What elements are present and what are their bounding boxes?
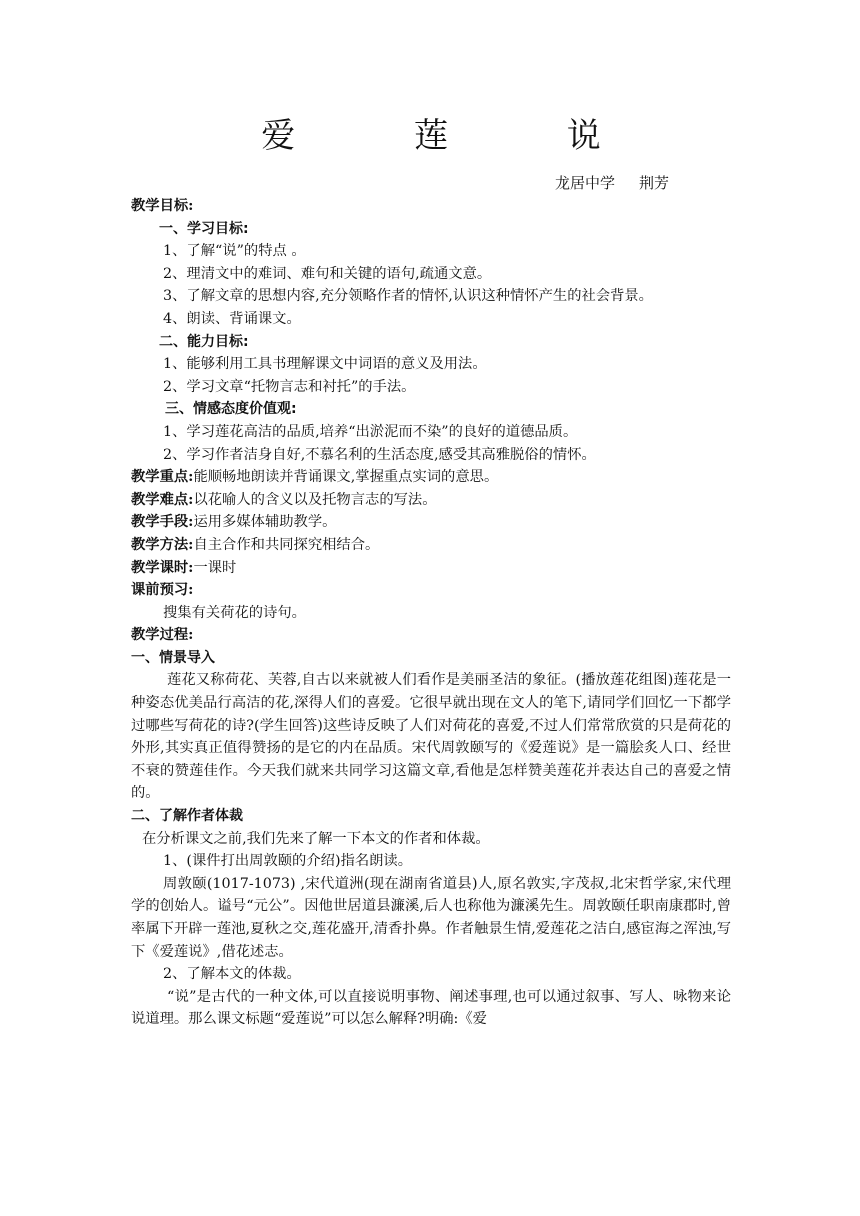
section2-heading: 二、了解作者体裁 <box>131 808 243 825</box>
difficulties-label: 教学难点: <box>131 491 194 508</box>
methods-line <box>131 534 731 557</box>
author-line <box>555 172 669 194</box>
section2-intro: 在分析课文之前,我们先来了解一下本文的作者和体裁。 <box>142 830 490 847</box>
emotion-objective-1: 1、学习莲花高洁的品质,培养“出淤泥而不染”的良好的道德品质。 <box>163 423 578 440</box>
emotion-objectives-heading: 三、情感态度价值观: <box>165 401 297 418</box>
learning-objectives-heading: 一、学习目标: <box>159 220 249 237</box>
learning-objective-2: 2、理清文中的难词、难句和关键的语句,疏通文意。 <box>163 265 492 282</box>
key-points-label: 教学重点: <box>131 469 194 486</box>
document-title: 爱 莲 说 <box>261 116 655 156</box>
author-school: 龙居中学 <box>555 174 616 192</box>
means-line <box>131 511 731 534</box>
author-name: 荆芳 <box>639 174 670 192</box>
means-text: 运用多媒体辅助教学。 <box>193 514 337 531</box>
hours-line <box>131 557 731 580</box>
difficulties-text: 以花喻人的含义以及托物言志的写法。 <box>193 491 437 508</box>
ability-objectives-heading: 二、能力目标: <box>159 333 249 350</box>
methods-text: 自主合作和共同探究相结合。 <box>193 536 380 553</box>
ability-objective-2: 2、学习文章“托物言志和衬托”的手法。 <box>163 378 416 395</box>
means-label: 教学手段: <box>131 514 194 531</box>
hours-text: 一课时 <box>193 559 237 576</box>
learning-objective-1: 1、了解“说”的特点 。 <box>163 243 306 260</box>
key-points-line <box>131 466 731 489</box>
process-label: 教学过程: <box>131 627 194 644</box>
preview-text: 搜集有关荷花的诗句。 <box>163 604 306 621</box>
section1-paragraph: 莲花又称荷花、芙蓉,自古以来就被人们看作是美丽圣洁的象征。(播放莲花组图)莲花是一种姿态优美品行高洁的花,深得人们的喜爱。它很早就出现在文人的笔下,请同学们回忆一下都学过哪些写荷花的诗?(学生回答)这些诗反映了人们对荷花的喜爱,不过人们常常欣赏的只是荷花的外形,其实真正值得赞扬的是它的内在品质。宋代周敦颐写的《爱莲说》是一篇脍炙人口、经世不衰的赞莲佳作。今天我们就来共同学习这篇文章,看他是怎样赞美莲花并表达自己的喜爱之情的。 <box>131 672 731 802</box>
section2-step2: 2、了解本文的体裁。 <box>163 966 301 983</box>
objectives-heading: 教学目标: <box>131 198 194 214</box>
document-body <box>131 195 731 1031</box>
section2-step1: 1、(课件打出周敦颐的介绍)指名朗读。 <box>163 853 412 870</box>
difficulties-line <box>131 489 731 512</box>
methods-label: 教学方法: <box>131 536 194 553</box>
learning-objective-4: 4、朗读、背诵课文。 <box>163 310 301 327</box>
emotion-objective-2: 2、学习作者洁身自好,不慕名利的生活态度,感受其高雅脱俗的情怀。 <box>163 446 596 463</box>
author-bio-paragraph: 周敦颐(1017-1073) ,宋代道洲(现在湖南省道县)人,原名敦实,字茂叔,北宋哲学家,宋代理学的创始人。谥号“元公”。因他世居道县濂溪,后人也称他为濂溪先生。周敦颐任职南康郡时,曾率属下开辟一莲池,夏秋之交,莲花盛开,清香扑鼻。作者触景生情,爱莲花之洁白,感宦海之浑浊,写下《爱莲说》,借花述志。 <box>131 875 731 960</box>
genre-paragraph: “说”是古代的一种文体,可以直接说明事物、阐述事理,也可以通过叙事、写人、咏物来论说道理。那么课文标题“爱莲说”可以怎么解释?明确:《爱 <box>131 988 731 1028</box>
preview-label: 课前预习: <box>131 582 194 599</box>
hours-label: 教学课时: <box>131 559 194 576</box>
ability-objective-1: 1、能够利用工具书理解课文中词语的意义及用法。 <box>163 356 487 373</box>
key-points-text: 能顺畅地朗读并背诵课文,掌握重点实词的意思。 <box>193 469 499 486</box>
learning-objective-3: 3、了解文章的思想内容,充分领略作者的情怀,认识这种情怀产生的社会背景。 <box>163 288 653 305</box>
section1-heading: 一、情景导入 <box>131 649 215 666</box>
